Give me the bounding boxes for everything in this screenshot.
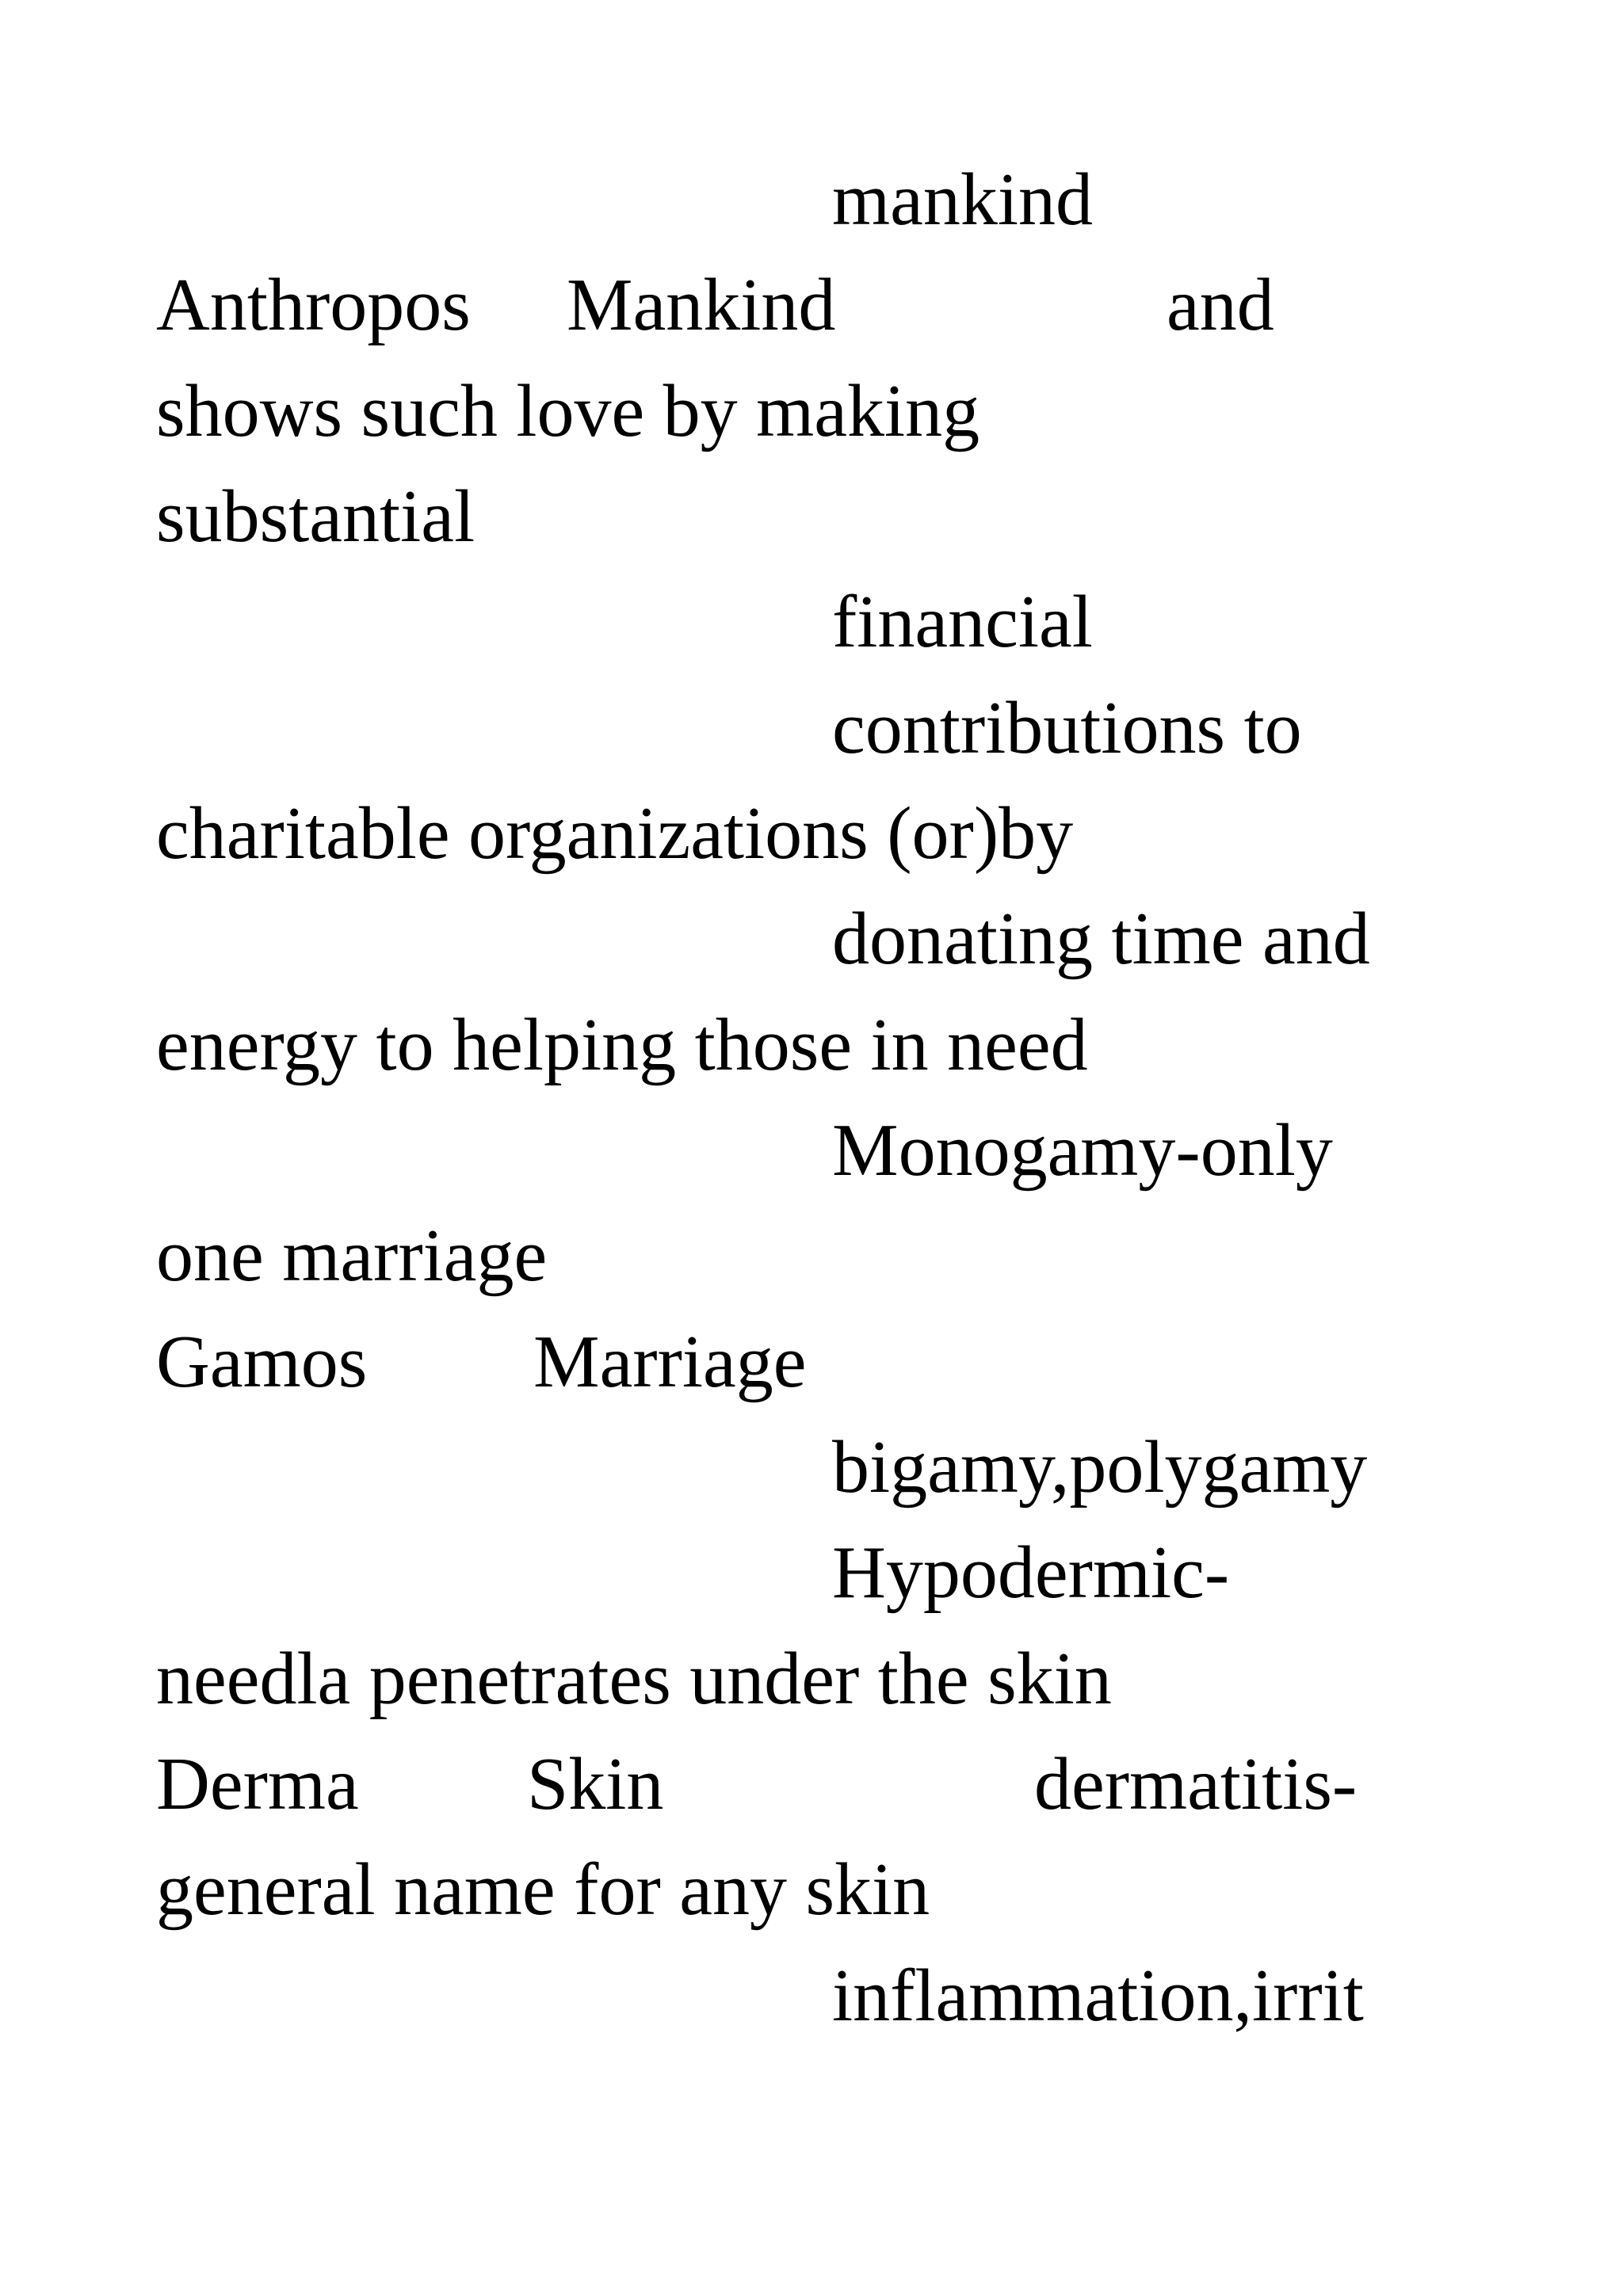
term-meaning: Mankind [567,264,836,346]
term-meaning: Marriage [533,1321,807,1403]
line-text: charitable organizations (or)by [156,792,1074,875]
line-text: substantial [156,475,475,558]
term-greek-word: Derma [156,1743,359,1825]
line-text: mankind [832,158,1093,241]
line-text: one marriage [156,1215,548,1297]
line-text: dermatitis- [1034,1743,1358,1825]
line-text: donating time and [832,898,1370,980]
line-text: shows such love by making [156,370,980,452]
line-text: Monogamy-only [832,1109,1333,1192]
line-text: financial [832,581,1093,663]
line-text: needla penetrates under the skin [156,1638,1112,1720]
line-text: energy to helping those in need [156,1004,1088,1086]
line-text: inflammation,irrit [832,1955,1364,2037]
line-text: general name for any skin [156,1848,930,1931]
term-meaning: Skin [527,1743,664,1825]
line-text: and [1167,264,1274,346]
term-greek-word: Anthropos [156,264,471,346]
line-text: bigamy,polygamy [832,1426,1368,1508]
line-text: Hypodermic- [832,1531,1230,1614]
line-text: contributions to [832,687,1302,769]
term-greek-word: Gamos [156,1321,368,1403]
